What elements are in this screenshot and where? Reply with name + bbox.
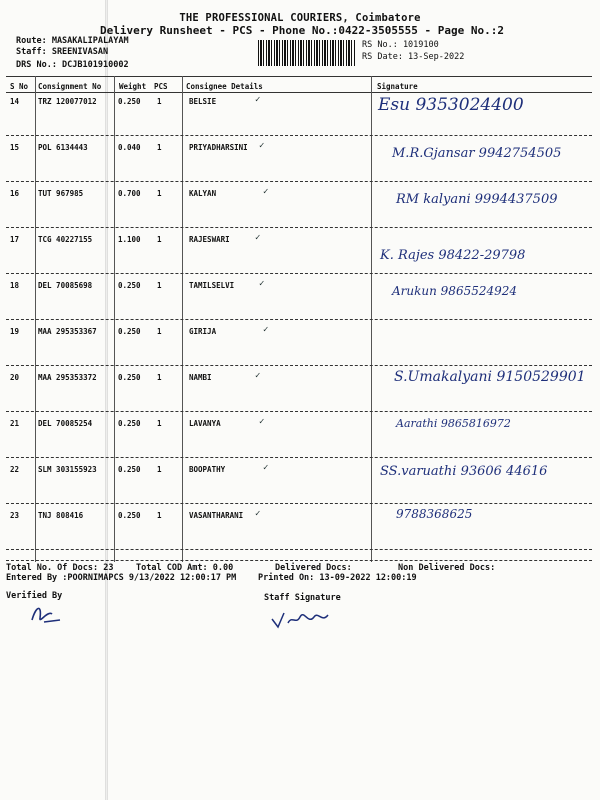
row-weight: 0.250 [118, 465, 141, 474]
tick-mark-icon: ✓ [255, 371, 261, 381]
col-weight: Weight [119, 82, 147, 91]
total-cod: Total COD Amt: 0.00 [136, 563, 234, 573]
row-pcs: 1 [157, 419, 162, 428]
row-consignment-no: TCG 40227155 [38, 235, 93, 244]
table-bottom-rule [6, 560, 592, 561]
delivered-docs: Delivered Docs: [275, 563, 352, 573]
row-sno: 22 [10, 465, 20, 474]
row-sno: 15 [10, 143, 20, 152]
row-signature: SS.varuathi 93606 44616 [380, 464, 548, 479]
row-weight: 0.040 [118, 143, 141, 152]
row-weight: 0.250 [118, 419, 141, 428]
row-weight: 0.250 [118, 373, 141, 382]
row-separator [6, 227, 592, 228]
row-consignee: GIRIJA [189, 327, 217, 336]
col-sno: S No [10, 82, 29, 91]
row-sno: 16 [10, 189, 20, 198]
row-consignee: RAJESWARI [189, 235, 230, 244]
row-sno: 17 [10, 235, 20, 244]
row-pcs: 1 [157, 235, 162, 244]
row-separator [6, 365, 592, 366]
row-sno: 21 [10, 419, 20, 428]
row-signature: Arukun 9865524924 [392, 284, 518, 298]
col-pcs: PCS [154, 82, 168, 91]
row-consignee: VASANTHARANI [189, 511, 244, 520]
row-consignee: BOOPATHY [189, 465, 226, 474]
row-pcs: 1 [157, 189, 162, 198]
row-signature: RM kalyani 9994437509 [396, 192, 558, 207]
non-delivered-docs: Non Delivered Docs: [398, 563, 496, 573]
col-consignee: Consignee Details [186, 82, 263, 91]
row-separator [6, 549, 592, 550]
tick-mark-icon: ✓ [255, 233, 261, 243]
tick-mark-icon: ✓ [263, 325, 269, 335]
row-consignment-no: DEL 70085698 [38, 281, 93, 290]
tick-mark-icon: ✓ [259, 279, 265, 289]
header-rule [6, 92, 592, 93]
row-separator [6, 319, 592, 320]
row-signature: S.Umakalyani 9150529901 [394, 369, 586, 385]
col-consignment: Consignment No [38, 82, 102, 91]
paper-fold-crease [105, 0, 108, 800]
row-weight: 0.700 [118, 189, 141, 198]
row-sno: 18 [10, 281, 20, 290]
row-separator [6, 411, 592, 412]
row-separator [6, 457, 592, 458]
row-separator [6, 503, 592, 504]
tick-mark-icon: ✓ [259, 141, 265, 151]
row-consignment-no: POL 6134443 [38, 143, 88, 152]
row-sno: 14 [10, 97, 20, 106]
row-separator [6, 273, 592, 274]
verifier-signature [26, 600, 66, 626]
row-consignment-no: DEL 70085254 [38, 419, 93, 428]
drs-number: DRS No.: DCJB101910002 [16, 60, 129, 70]
tick-mark-icon: ✓ [263, 463, 269, 473]
row-consignment-no: MAA 295353372 [38, 373, 97, 382]
row-consignee: PRIYADHARSINI [189, 143, 248, 152]
row-sno: 19 [10, 327, 20, 336]
entered-by: Entered By :POORNIMAPCS 9/13/2022 12:00:17 PM [6, 573, 237, 583]
row-signature: M.R.Gjansar 9942754505 [392, 146, 562, 161]
row-pcs: 1 [157, 373, 162, 382]
row-signature: Esu 9353024400 [378, 95, 524, 115]
row-consignee: LAVANYA [189, 419, 221, 428]
row-weight: 0.250 [118, 281, 141, 290]
verified-by-label: Verified By [6, 591, 63, 601]
total-docs: Total No. Of Docs: 23 [6, 563, 114, 573]
staff-label: Staff: SREENIVASAN [16, 47, 109, 57]
staff-signature-label: Staff Signature [264, 593, 341, 603]
row-consignment-no: MAA 295353367 [38, 327, 97, 336]
row-consignee: BELSIE [189, 97, 217, 106]
rs-date: RS Date: 13-Sep-2022 [362, 52, 465, 62]
row-signature: Aarathi 9865816972 [396, 417, 511, 430]
route-label: Route: MASAKALIPALAYAM [16, 36, 129, 46]
row-consignee: NAMBI [189, 373, 212, 382]
tick-mark-icon: ✓ [255, 509, 261, 519]
row-consignment-no: TRZ 120077012 [38, 97, 97, 106]
col-signature: Signature [377, 82, 418, 91]
row-pcs: 1 [157, 97, 162, 106]
table-top-rule [6, 76, 592, 77]
row-pcs: 1 [157, 327, 162, 336]
tick-mark-icon: ✓ [259, 417, 265, 427]
row-pcs: 1 [157, 143, 162, 152]
row-separator [6, 135, 592, 136]
runsheet-subtitle: Delivery Runsheet - PCS - Phone No.:0422-3505555 - Page No.:2 [100, 24, 504, 37]
row-consignee: TAMILSELVI [189, 281, 235, 290]
barcode [258, 40, 356, 66]
row-pcs: 1 [157, 281, 162, 290]
company-title: THE PROFESSIONAL COURIERS, Coimbatore [179, 12, 421, 24]
row-pcs: 1 [157, 511, 162, 520]
row-consignment-no: TUT 967985 [38, 189, 84, 198]
row-separator [6, 181, 592, 182]
row-consignment-no: TNJ 808416 [38, 511, 84, 520]
row-weight: 1.100 [118, 235, 141, 244]
row-sno: 20 [10, 373, 20, 382]
tick-mark-icon: ✓ [255, 95, 261, 105]
row-sno: 23 [10, 511, 20, 520]
row-weight: 0.250 [118, 327, 141, 336]
printed-on: Printed On: 13-09-2022 12:00:19 [258, 573, 417, 583]
row-consignment-no: SLM 303155923 [38, 465, 97, 474]
staff-signature-mark [268, 605, 338, 633]
row-pcs: 1 [157, 465, 162, 474]
row-consignee: KALYAN [189, 189, 217, 198]
rs-number: RS No.: 1019100 [362, 40, 439, 50]
row-signature: 9788368625 [396, 507, 473, 521]
tick-mark-icon: ✓ [263, 187, 269, 197]
row-signature: K. Rajes 98422-29798 [380, 248, 526, 263]
row-weight: 0.250 [118, 97, 141, 106]
row-weight: 0.250 [118, 511, 141, 520]
